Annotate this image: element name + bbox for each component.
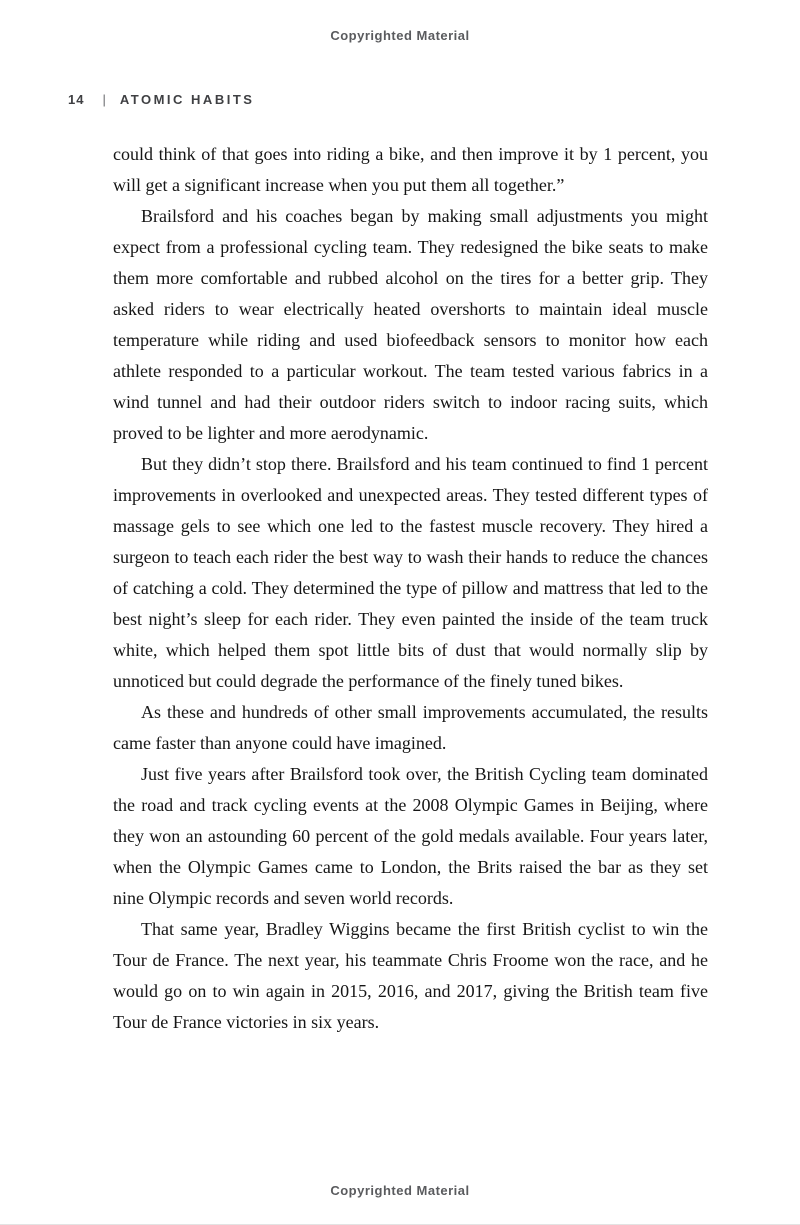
copyright-notice-bottom: Copyrighted Material: [330, 1183, 470, 1198]
paragraph: But they didn’t stop there. Brailsford and his team continued to find 1 percent improvements in overlooked and unexpected areas. They tested different types of massage gels to see which one led to the fastest muscle recovery. They hired a surgeon to teach each rider the best way to wash their hands to reduce the chances of catching a cold. They determined the type of pillow and mattress that led to the best night’s sleep for each rider. They even painted the inside of the team truck white, which helped them spot little bits of dust that would normally slip by unnoticed but could degrade the performance of the finely tuned bikes.: [113, 454, 708, 691]
header-separator: |: [102, 92, 106, 107]
paragraph: As these and hundreds of other small improvements accumulated, the results came faster than anyone could have imagined.: [113, 702, 708, 753]
copyright-notice-top: Copyrighted Material: [330, 28, 470, 43]
paragraph: That same year, Bradley Wiggins became the first British cyclist to win the Tour de France. The next year, his teammate Chris Froome won the race, and he would go on to win again in 2015, 2016, and 2017, giving the British team five Tour de France victories in six years.: [113, 919, 708, 1032]
paragraph: Just five years after Brailsford took over, the British Cycling team dominated the road and track cycling events at the 2008 Olympic Games in Beijing, where they won an astounding 60 percent of the gold medals available. Four years later, when the Olympic Games came to London, the Brits raised the bar as they set nine Olympic records and seven world records.: [113, 764, 708, 908]
book-title: ATOMIC HABITS: [119, 92, 255, 107]
paragraph: Brailsford and his coaches began by making small adjustments you might expect from a professional cycling team. They redesigned the bike seats to make them more comfortable and rubbed alcohol on the tires for a better grip. They asked riders to wear electrically heated overshorts to maintain ideal muscle temperature while riding and used biofeedback sensors to monitor how each athlete responded to a particular workout. The team tested various fabrics in a wind tunnel and had their outdoor riders switch to indoor racing suits, which proved to be lighter and more aerodynamic.: [113, 206, 708, 443]
page-header: [68, 92, 254, 107]
paragraph: could think of that goes into riding a bike, and then improve it by 1 percent, you will get a significant increase when you put them all together.”: [113, 144, 708, 195]
page-body: [113, 139, 708, 1038]
page-number: 14: [68, 92, 85, 107]
